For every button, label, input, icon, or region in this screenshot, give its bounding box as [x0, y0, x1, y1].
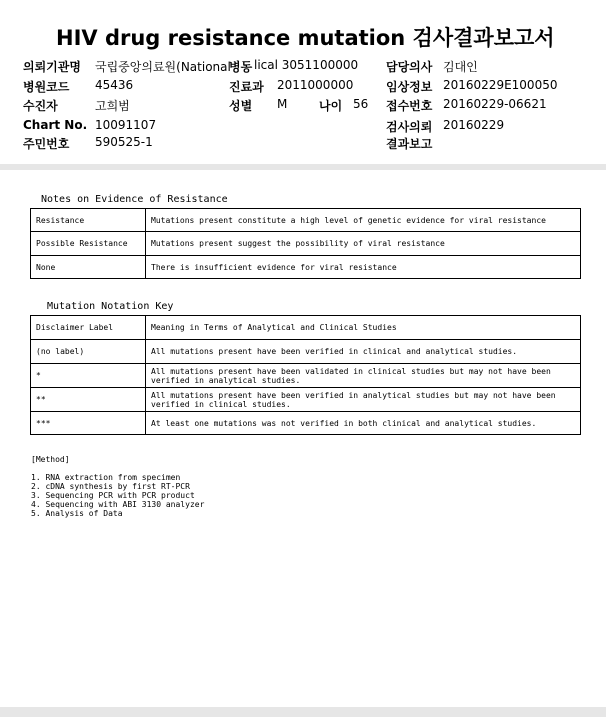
disclaimer-meaning: All mutations present have been validated in clinical studies but may not have been verified in analytical studies. [146, 364, 581, 388]
disclaimer-label: * [31, 364, 146, 388]
disclaimer-meaning: At least one mutations was not verified in both clinical and analytical studies. [146, 412, 581, 435]
result-report-label: 결과보고 [386, 137, 433, 151]
ward-value: lical 3051100000 [254, 58, 359, 72]
sex-label: 성별 [229, 99, 253, 113]
clinical-info-label: 임상정보 [386, 80, 433, 94]
method-step: 3. Sequencing PCR with PCR product [31, 491, 195, 500]
sex-value: M [277, 97, 288, 111]
table-row [31, 388, 581, 412]
method-section [31, 455, 204, 518]
resident-no-value: 590525-1 [95, 135, 153, 149]
clinical-info-value: 20160229E100050 [443, 78, 558, 92]
disclaimer-label: (no label) [31, 340, 146, 364]
method-step: 1. RNA extraction from specimen [31, 473, 181, 482]
hospital-code-value: 45436 [95, 78, 134, 92]
doctor-label: 담당의사 [386, 60, 433, 74]
receipt-no-label: 접수번호 [386, 99, 433, 113]
disclaimer-meaning: All mutations present have been verified in analytical studies but may not have been verified in clinical studies. [146, 388, 581, 412]
table-row [31, 256, 581, 279]
evidence-term: None [31, 256, 146, 279]
department-label: 진료과 [229, 80, 264, 94]
disclaimer-label: ** [31, 388, 146, 412]
evidence-term: Possible Resistance [31, 232, 146, 256]
method-title: [Method] [31, 455, 70, 464]
hospital-code-label: 병원코드 [23, 80, 70, 94]
method-step: 5. Analysis of Data [31, 509, 123, 518]
age-value: 56 [353, 97, 369, 111]
doctor-value: 김대인 [443, 60, 478, 74]
report-title: HIV drug resistance mutation 검사결과보고서 [56, 26, 555, 50]
notation-table [30, 315, 581, 435]
notation-title: Mutation Notation Key [47, 301, 174, 312]
table-row [31, 412, 581, 435]
evidence-desc: Mutations present constitute a high level of genetic evidence for viral resistance [146, 209, 581, 232]
column-header: Meaning in Terms of Analytical and Clinical Studies [146, 316, 581, 340]
disclaimer-label: *** [31, 412, 146, 435]
patient-value: 고희범 [95, 99, 130, 113]
disclaimer-meaning: All mutations present have been verified in clinical and analytical studies. [146, 340, 581, 364]
receipt-no-value: 20160229-06621 [443, 97, 547, 111]
table-header-row [31, 316, 581, 340]
chart-no-value: 10091107 [95, 118, 157, 132]
age-label: 나이 [319, 99, 343, 113]
evidence-term: Resistance [31, 209, 146, 232]
institution-value: 국립중앙의료원(National [95, 60, 231, 74]
table-row [31, 232, 581, 256]
column-header: Disclaimer Label [31, 316, 146, 340]
method-step: 2. cDNA synthesis by first RT-PCR [31, 482, 190, 491]
patient-label: 수진자 [23, 99, 58, 113]
test-request-value: 20160229 [443, 118, 505, 132]
evidence-desc: Mutations present suggest the possibility of viral resistance [146, 232, 581, 256]
table-row [31, 340, 581, 364]
table-row [31, 209, 581, 232]
test-request-label: 검사의뢰 [386, 120, 433, 134]
evidence-table [30, 208, 581, 279]
report-body [0, 170, 606, 707]
chart-no-label: Chart No. [23, 118, 88, 132]
ward-label: 병동 [229, 60, 253, 74]
report-header [0, 0, 606, 164]
bottom-band [0, 707, 606, 717]
institution-label: 의뢰기관명 [23, 60, 81, 74]
evidence-title: Notes on Evidence of Resistance [41, 194, 228, 205]
resident-no-label: 주민번호 [23, 137, 70, 151]
method-step: 4. Sequencing with ABI 3130 analyzer [31, 500, 205, 509]
table-row [31, 364, 581, 388]
department-value: 2011000000 [277, 78, 354, 92]
evidence-desc: There is insufficient evidence for viral resistance [146, 256, 581, 279]
